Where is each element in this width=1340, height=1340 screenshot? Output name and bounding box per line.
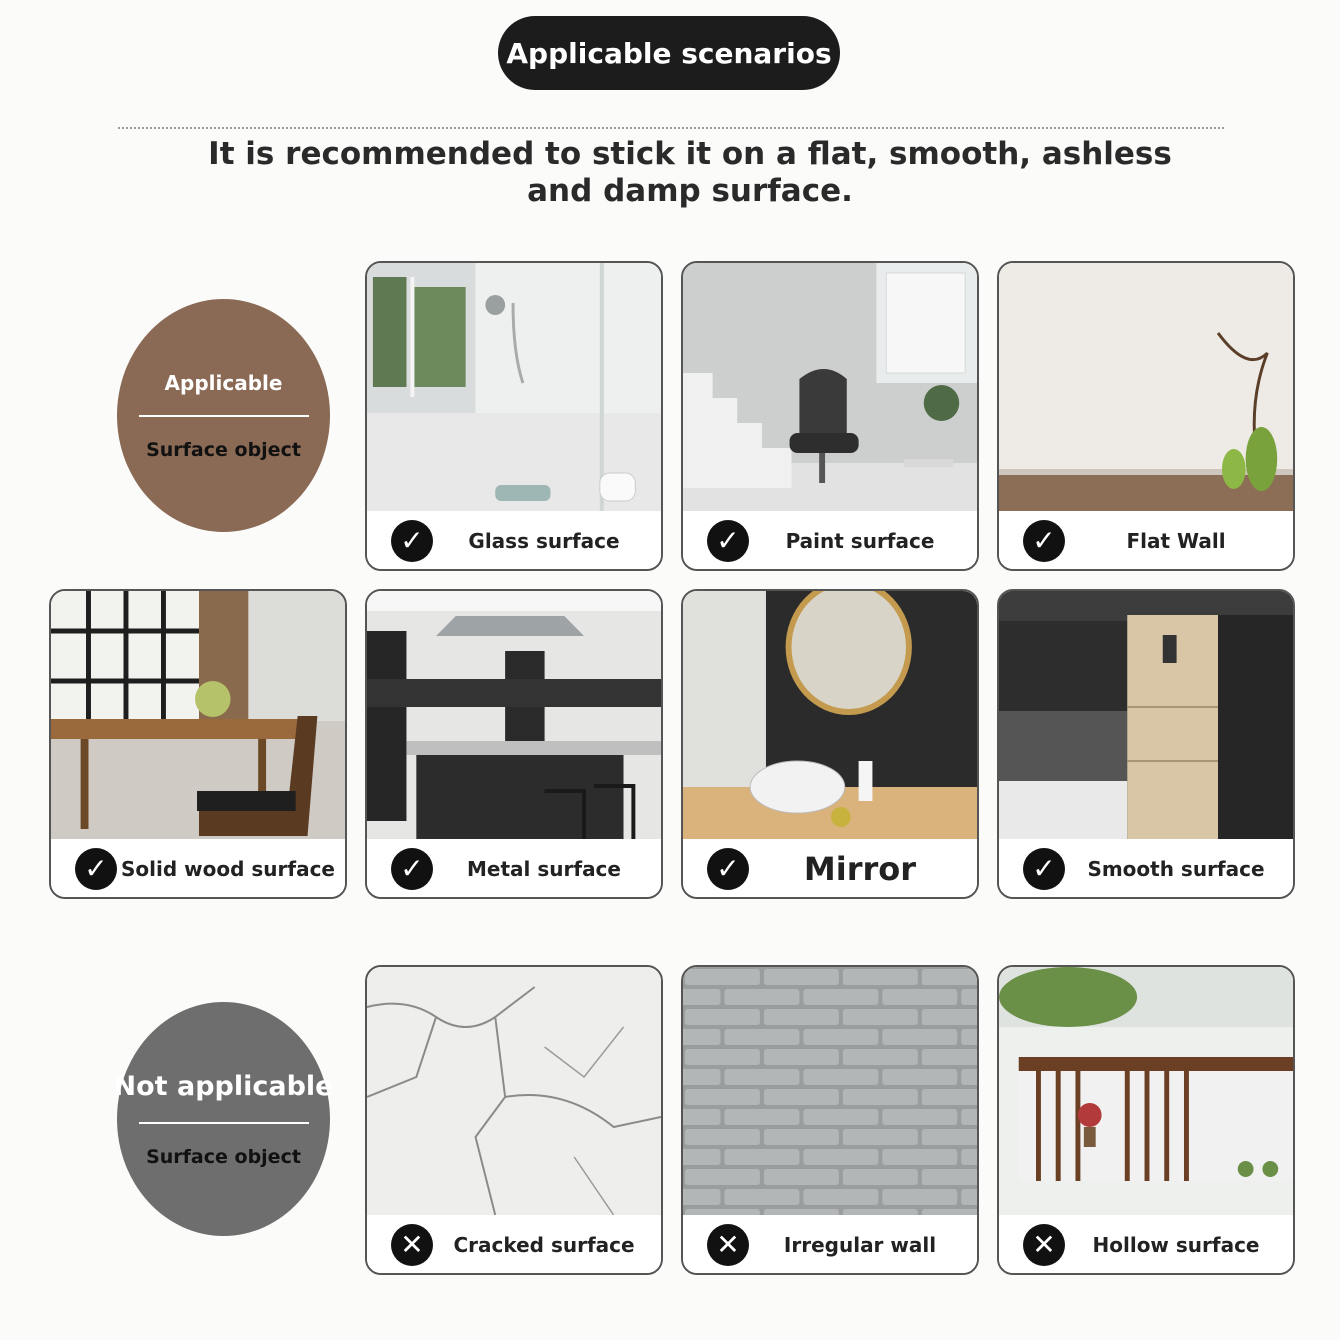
dotted-divider — [118, 127, 1224, 129]
card-caption — [999, 839, 1293, 899]
card-label: Irregular wall — [783, 1232, 937, 1257]
card-label: Glass surface — [468, 528, 620, 553]
check-icon: ✓ — [75, 848, 117, 890]
card-caption — [367, 1215, 661, 1275]
card-hollow-surface — [997, 965, 1295, 1275]
card-glass-surface — [365, 261, 663, 571]
recommendation-line-1: It is recommended to stick it on a flat, smooth, ashless — [208, 136, 1172, 172]
card-irregular-wall — [681, 965, 979, 1275]
card-label: Paint surface — [785, 528, 935, 553]
not-applicable-title: Not applicable — [113, 1070, 334, 1102]
card-caption — [367, 839, 661, 899]
mirror-bathroom-photo — [683, 591, 977, 839]
recommendation-line-2: and damp surface. — [527, 173, 853, 209]
wood-dining-photo — [51, 591, 345, 839]
card-caption — [683, 511, 977, 571]
cross-icon: ✕ — [1023, 1224, 1065, 1266]
applicable-title: Applicable — [164, 370, 283, 395]
fridge-kitchen-photo — [999, 591, 1293, 839]
applicable-divider — [139, 415, 309, 417]
flat-wall-photo — [999, 263, 1293, 511]
not-applicable-badge — [113, 1002, 334, 1236]
card-label: Mirror — [803, 849, 917, 888]
hollow-screen-photo — [999, 967, 1293, 1215]
card-label: Flat Wall — [1126, 528, 1226, 553]
cross-icon: ✕ — [707, 1224, 749, 1266]
glass-bathroom-photo — [367, 263, 661, 511]
card-caption — [51, 839, 345, 899]
card-metal-surface — [365, 589, 663, 899]
check-icon: ✓ — [707, 848, 749, 890]
card-caption — [999, 1215, 1293, 1275]
card-label: Metal surface — [467, 856, 621, 881]
section-title: Applicable scenarios — [506, 36, 832, 70]
card-caption — [683, 1215, 977, 1275]
card-label: Smooth surface — [1087, 856, 1265, 881]
card-caption — [999, 511, 1293, 571]
metal-kitchen-photo — [367, 591, 661, 839]
not-applicable-divider — [139, 1122, 309, 1124]
check-icon: ✓ — [1023, 848, 1065, 890]
check-icon: ✓ — [391, 848, 433, 890]
card-flat-wall — [997, 261, 1295, 571]
applicable-badge — [117, 299, 330, 532]
not-applicable-subtitle: Surface object — [146, 1145, 301, 1168]
recommendation-text — [110, 136, 1270, 210]
painted-room-photo — [683, 263, 977, 511]
cross-icon: ✕ — [391, 1224, 433, 1266]
card-smooth-surface — [997, 589, 1295, 899]
check-icon: ✓ — [1023, 520, 1065, 562]
cracked-wall-photo — [367, 967, 661, 1215]
card-label: Hollow surface — [1092, 1232, 1260, 1257]
card-caption — [367, 511, 661, 571]
applicable-subtitle: Surface object — [146, 438, 301, 461]
card-cracked-surface — [365, 965, 663, 1275]
card-paint-surface — [681, 261, 979, 571]
section-title-pill — [498, 16, 840, 90]
card-mirror — [681, 589, 979, 899]
check-icon: ✓ — [707, 520, 749, 562]
card-label: Cracked surface — [453, 1232, 635, 1257]
card-caption — [683, 839, 977, 899]
brick-wall-photo — [683, 967, 977, 1215]
check-icon: ✓ — [391, 520, 433, 562]
card-label: Solid wood surface — [121, 856, 335, 881]
card-solid-wood — [49, 589, 347, 899]
